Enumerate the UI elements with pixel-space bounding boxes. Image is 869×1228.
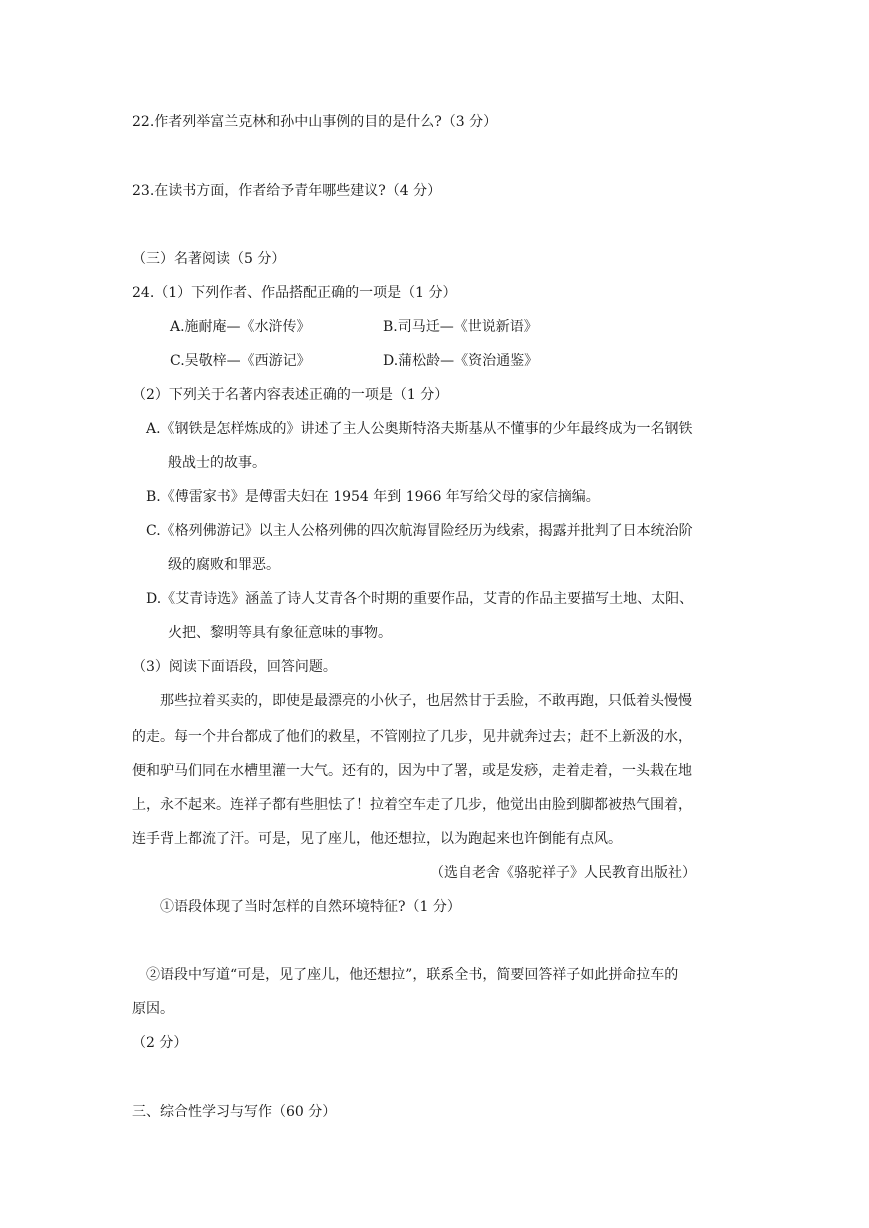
sub-question-2-line2: 原因。 xyxy=(132,1001,174,1017)
sub-question-2-line1: ②语段中写道“可是，见了座儿，他还想拉”，联系全书，简要回答祥子如此拼命拉车的 xyxy=(146,967,679,983)
q24-2-option-d-line1: D.《艾青诗选》涵盖了诗人艾青各个时期的重要作品，艾青的作品主要描写土地、太阳、 xyxy=(146,591,694,607)
q24-2-option-c-line2: 级的腐败和罪恶。 xyxy=(168,557,280,573)
passage-line-4: 上，永不起来。连祥子都有些胆怯了！拉着空车走了几步，他觉出由脸到脚都被热气围着， xyxy=(132,797,692,813)
q24-part3: （3）阅读下面语段，回答问题。 xyxy=(132,659,337,675)
q24-part2: （2）下列关于名著内容表述正确的一项是（1 分） xyxy=(132,387,449,403)
q23: 23.在读书方面，作者给予青年哪些建议?（4 分） xyxy=(132,183,442,199)
q24-1-option-c: C.吴敬梓—《西游记》 xyxy=(170,353,311,369)
q24-2-option-a-line2: 般战士的故事。 xyxy=(168,455,266,471)
q24-2-option-d-line2: 火把、黎明等具有象征意味的事物。 xyxy=(168,625,392,641)
section-title-classics: （三）名著阅读（5 分） xyxy=(132,251,286,267)
section-title-writing: 三、综合性学习与写作（60 分） xyxy=(132,1104,337,1120)
sub-question-2-score: （2 分） xyxy=(132,1035,188,1051)
passage-line-1: 那些拉着买卖的，即使是最漂亮的小伙子，也居然甘于丢脸，不敢再跑，只低着头慢慢 xyxy=(160,693,692,709)
q24-1-option-b: B.司马迁—《世说新语》 xyxy=(383,319,538,335)
q24-2-option-b-line1: B.《傅雷家书》是傅雷夫妇在 1954 年到 1966 年写给父母的家信摘编。 xyxy=(146,489,600,505)
passage-line-2: 的走。每一个井台都成了他们的救星，不管刚拉了几步，见井就奔过去；赶不上新汲的水， xyxy=(132,729,692,745)
q24-2-option-a-line1: A.《钢铁是怎样炼成的》讲述了主人公奥斯特洛夫斯基从不懂事的少年最终成为一名钢铁 xyxy=(146,421,693,437)
q24-1-option-a: A.施耐庵—《水浒传》 xyxy=(170,319,311,335)
sub-question-1: ①语段体现了当时怎样的自然环境特征?（1 分） xyxy=(160,899,461,915)
q22: 22.作者列举富兰克林和孙中山事例的目的是什么?（3 分） xyxy=(132,114,498,130)
passage-line-5: 连手背上都流了汗。可是，见了座儿，他还想拉，以为跑起来也许倒能有点风。 xyxy=(132,831,622,847)
q24-part1: 24.（1）下列作者、作品搭配正确的一项是（1 分） xyxy=(132,285,457,301)
q24-1-option-d: D.蒲松龄—《资治通鉴》 xyxy=(383,353,539,369)
q24-2-option-c-line1: C.《格列佛游记》以主人公格列佛的四次航海冒险经历为线索，揭露并批判了日本统治阶 xyxy=(146,523,693,539)
passage-line-3: 便和驴马们同在水槽里灌一大气。还有的，因为中了署，或是发痧，走着走着，一头栽在地 xyxy=(132,763,692,779)
passage-source: （选自老舍《骆驼祥子》人民教育出版社） xyxy=(430,865,696,881)
